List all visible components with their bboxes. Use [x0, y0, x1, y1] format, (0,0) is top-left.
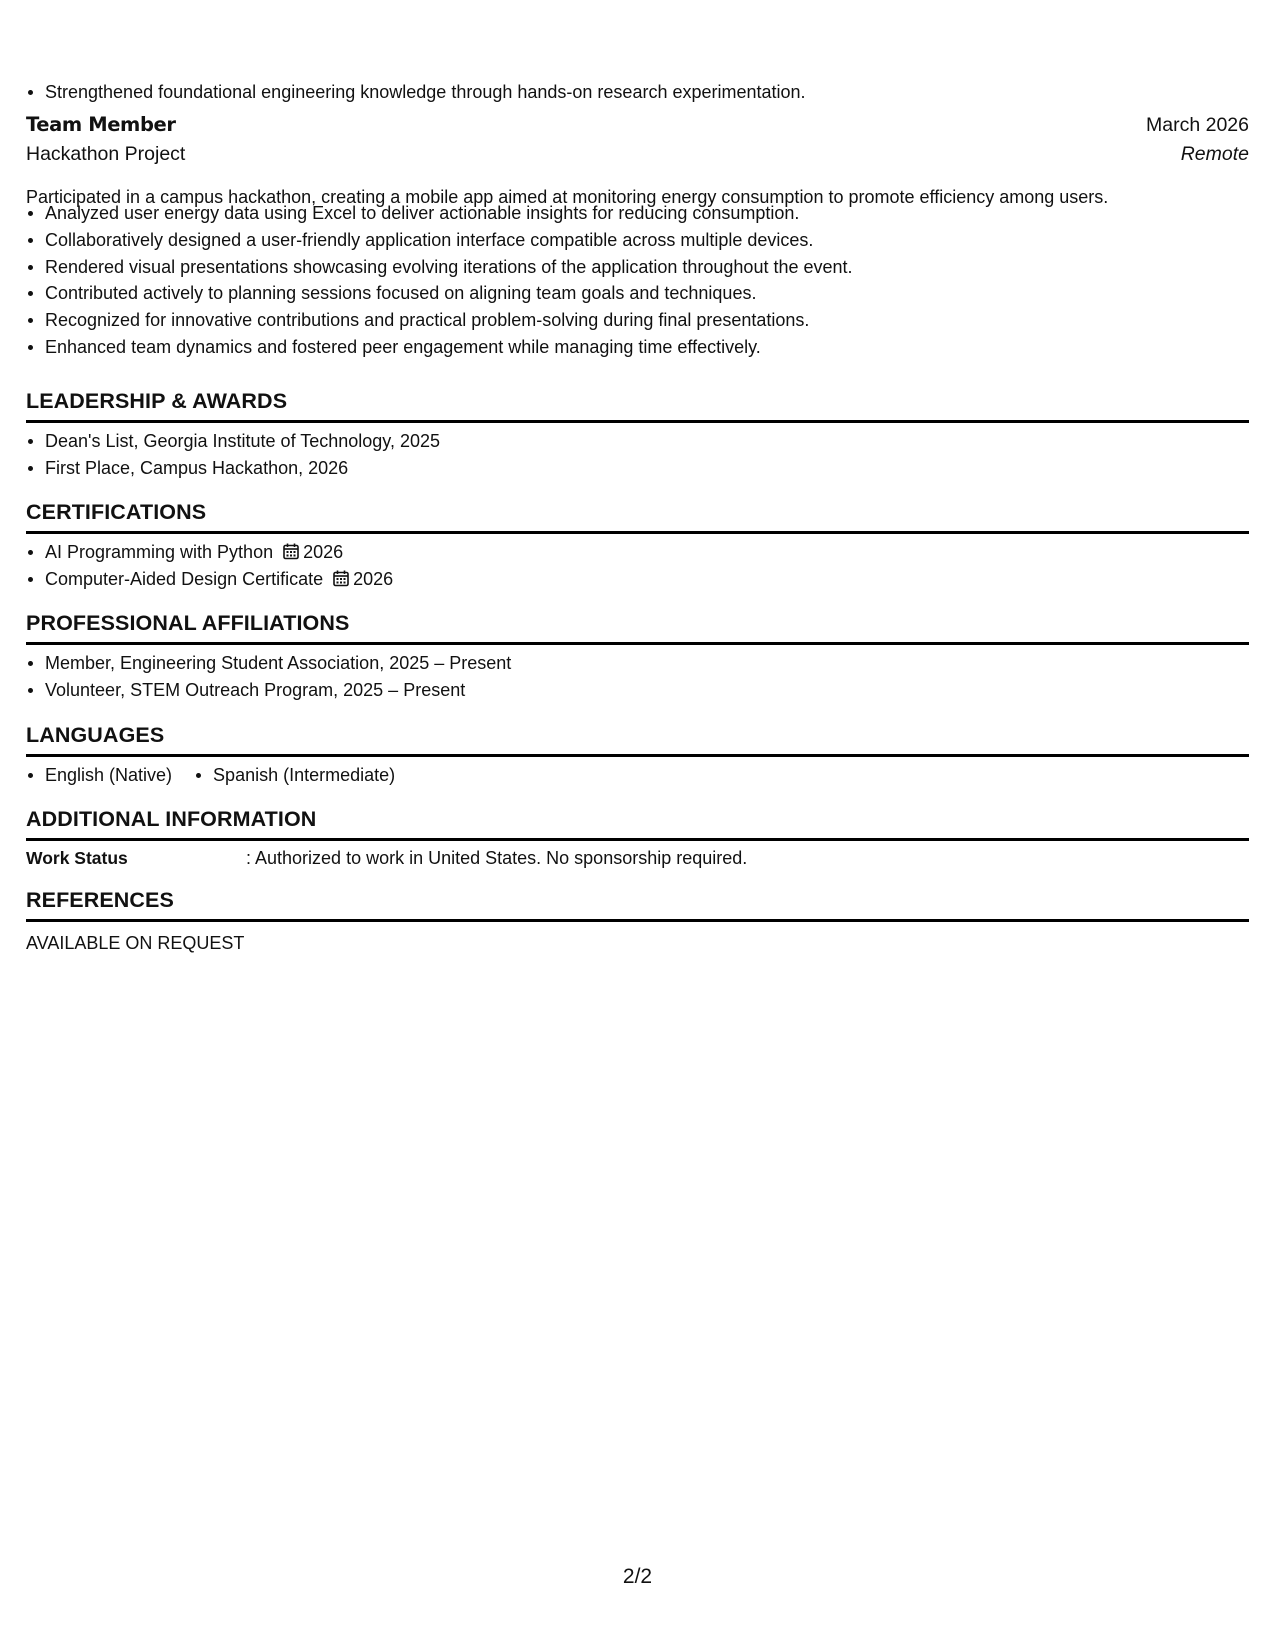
section-divider: [26, 754, 1249, 757]
list-item: Collaboratively designed a user-friendly application interface compatible across multiple devices.: [26, 227, 1249, 254]
section-divider: [26, 838, 1249, 841]
additional-info-section: [26, 806, 1249, 871]
previous-role-bullets: [26, 79, 1249, 106]
section-heading: PROFESSIONAL AFFILIATIONS: [26, 611, 350, 635]
role-header: [26, 113, 1249, 137]
role-location: Remote: [1180, 143, 1249, 165]
languages-section: [26, 722, 1249, 789]
calendar-icon: [333, 568, 349, 595]
section-heading: LEADERSHIP & AWARDS: [26, 389, 288, 413]
list-item: Volunteer, STEM Outreach Program, 2025 – Present: [26, 677, 1249, 704]
role-summary: Participated in a campus hackathon, creating a mobile app aimed at monitoring energy consumption to promote efficiency among users.: [26, 187, 1109, 207]
leadership-list: [26, 428, 1249, 482]
section-heading: ADDITIONAL INFORMATION: [26, 807, 317, 831]
language-item: English (Native): [26, 762, 172, 789]
affiliations-section: [26, 610, 1249, 704]
certification-item: [26, 566, 1249, 593]
references-text: AVAILABLE ON REQUEST: [26, 933, 245, 953]
list-item: Enhanced team dynamics and fostered peer engagement while managing time effectively.: [26, 334, 1249, 361]
list-item: Recognized for innovative contributions and practical problem-solving during final presentations.: [26, 307, 1249, 334]
role-title: Team Member: [26, 113, 176, 136]
certification-item: [26, 539, 1249, 566]
role-subheader: [26, 143, 1249, 166]
list-item: Member, Engineering Student Association, 2025 – Present: [26, 650, 1249, 677]
list-item: Analyzed user energy data using Excel to deliver actionable insights for reducing consumption.: [26, 200, 1249, 227]
list-item: Dean's List, Georgia Institute of Technology, 2025: [26, 428, 1249, 455]
certification-name: Computer-Aided Design Certificate: [45, 568, 324, 589]
languages-list: [26, 762, 1249, 789]
list-item: Strengthened foundational engineering knowledge through hands-on research experimentation.: [26, 79, 1249, 106]
role-organization: Hackathon Project: [26, 143, 186, 165]
language-item: Spanish (Intermediate): [194, 762, 395, 789]
list-item: Rendered visual presentations showcasing evolving iterations of the application throughout the event.: [26, 254, 1249, 281]
list-item: First Place, Campus Hackathon, 2026: [26, 455, 1249, 482]
section-divider: [26, 420, 1249, 423]
leadership-section: [26, 388, 1249, 482]
section-heading: LANGUAGES: [26, 723, 165, 747]
certification-year: 2026: [303, 542, 344, 562]
work-status-row: [26, 845, 1249, 871]
work-status-value: : Authorized to work in United States. No sponsorship required.: [246, 848, 748, 868]
certifications-list: [26, 539, 1249, 593]
certifications-section: [26, 499, 1249, 593]
section-divider: [26, 919, 1249, 922]
section-heading: REFERENCES: [26, 888, 174, 912]
affiliations-list: [26, 650, 1249, 704]
list-item: Contributed actively to planning sessions focused on aligning team goals and techniques.: [26, 280, 1249, 307]
role-date: March 2026: [1146, 114, 1249, 136]
certification-name: AI Programming with Python: [45, 542, 274, 562]
page-number: 2/2: [622, 1565, 653, 1588]
section-heading: CERTIFICATIONS: [26, 500, 207, 524]
certification-year: 2026: [353, 568, 394, 589]
work-status-label: Work Status: [26, 848, 128, 868]
section-divider: [26, 531, 1249, 534]
section-divider: [26, 642, 1249, 645]
role-bullets: [26, 200, 1249, 361]
calendar-icon: [283, 541, 299, 568]
references-section: [26, 887, 1249, 956]
